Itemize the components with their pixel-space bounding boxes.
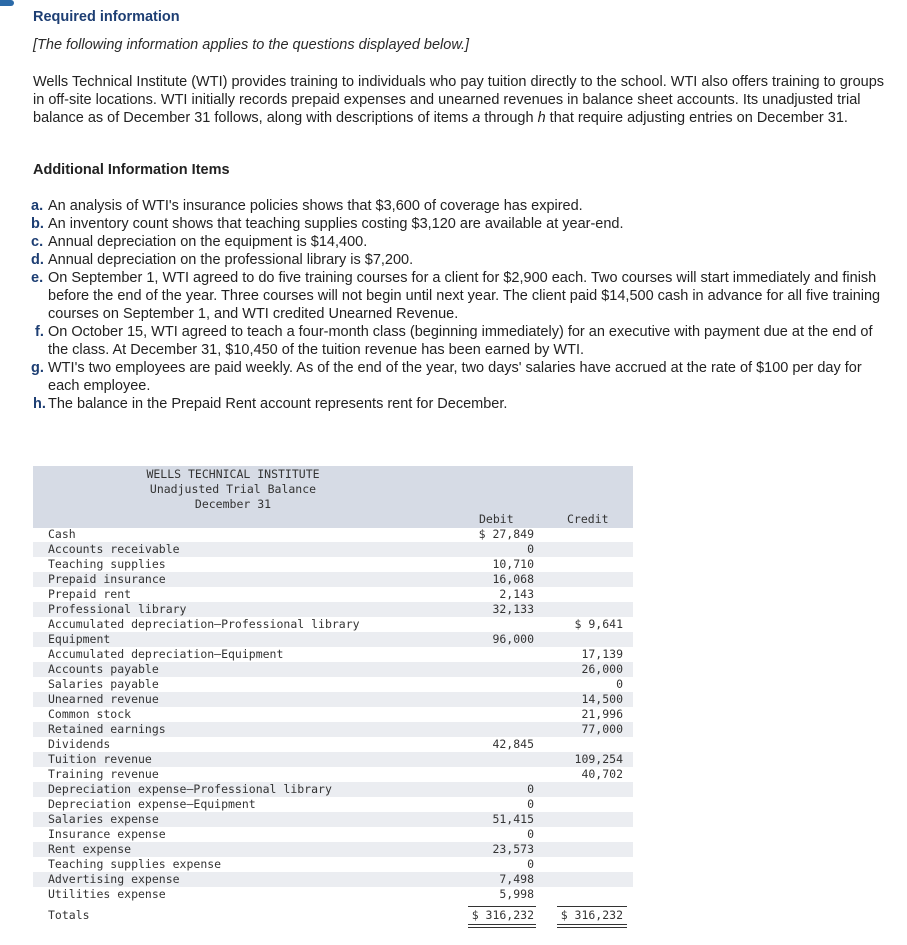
debit-amount: 10,710 bbox=[492, 557, 534, 571]
account-name: Training revenue bbox=[48, 767, 159, 781]
item-text: On September 1, WTI agreed to do five training courses for a client for $2,900 each. Two courses will start immediately and finish before the end of the year. Three courses will not begin until next year. The client paid $14,500 cash in advance for all five training courses on September 1, and WTI credited Unearned Revenue. bbox=[48, 270, 881, 322]
intro-note: [The following information applies to the questions displayed below.] bbox=[33, 37, 470, 53]
item-text: An analysis of WTI's insurance policies shows that $3,600 of coverage has expired. bbox=[48, 198, 583, 214]
item-text: On October 15, WTI agreed to teach a four-month class (beginning immediately) for an executive with payment due at the end of the class. At December 31, $10,450 of the tuition revenue has been earned by WTI. bbox=[48, 324, 873, 358]
debit-total: $ 316,232 bbox=[471, 908, 534, 922]
table-row bbox=[33, 677, 633, 692]
table-row bbox=[33, 842, 633, 857]
credit-amount: 26,000 bbox=[581, 662, 623, 676]
debit-double-rule bbox=[468, 924, 536, 928]
account-name: Equipment bbox=[48, 632, 111, 646]
info-item-d bbox=[17, 251, 892, 269]
info-item-g bbox=[17, 359, 892, 395]
credit-amount: 40,702 bbox=[581, 767, 623, 781]
table-row bbox=[33, 752, 633, 767]
table-row bbox=[33, 542, 633, 557]
account-name: Retained earnings bbox=[48, 722, 166, 736]
account-name: Teaching supplies expense bbox=[48, 857, 222, 871]
item-letter: g. bbox=[31, 360, 44, 376]
paragraph-text-2: through bbox=[480, 110, 538, 126]
table-row bbox=[33, 587, 633, 602]
account-name: Unearned revenue bbox=[48, 692, 159, 706]
account-name: Salaries payable bbox=[48, 677, 159, 691]
debit-column-header: Debit bbox=[479, 512, 514, 526]
account-name: Dividends bbox=[48, 737, 111, 751]
item-letter: c. bbox=[31, 234, 44, 250]
item-text: The balance in the Prepaid Rent account represents rent for December. bbox=[48, 396, 508, 412]
account-name: Depreciation expense—Equipment bbox=[48, 797, 256, 811]
additional-info-heading: Additional Information Items bbox=[33, 162, 230, 178]
credit-amount: 77,000 bbox=[581, 722, 623, 736]
paragraph-text-3: that require adjusting entries on December 31. bbox=[545, 110, 848, 126]
account-name: Tuition revenue bbox=[48, 752, 152, 766]
debit-amount: 0 bbox=[527, 857, 534, 871]
table-row bbox=[33, 662, 633, 677]
account-name: Depreciation expense—Professional library bbox=[48, 782, 332, 796]
item-letter: f. bbox=[35, 324, 44, 340]
table-row bbox=[33, 632, 633, 647]
table-row bbox=[33, 812, 633, 827]
debit-amount: 2,143 bbox=[499, 587, 534, 601]
item-text: An inventory count shows that teaching supplies costing $3,120 are available at year-end. bbox=[48, 216, 624, 232]
table-row bbox=[33, 707, 633, 722]
table-row bbox=[33, 602, 633, 617]
debit-amount: 42,845 bbox=[492, 737, 534, 751]
item-letter: a. bbox=[31, 198, 44, 214]
account-name: Teaching supplies bbox=[48, 557, 166, 571]
account-name: Rent expense bbox=[48, 842, 132, 856]
credit-amount: 0 bbox=[616, 677, 623, 691]
table-row bbox=[33, 857, 633, 872]
debit-amount: 23,573 bbox=[492, 842, 534, 856]
additional-info-list bbox=[17, 197, 892, 413]
info-item-a bbox=[17, 197, 892, 215]
debit-amount: 7,498 bbox=[499, 872, 534, 886]
debit-amount: $ 27,849 bbox=[478, 527, 534, 541]
debit-amount: 32,133 bbox=[492, 602, 534, 616]
edge-decoration bbox=[0, 0, 14, 6]
item-text: Annual depreciation on the equipment is $14,400. bbox=[48, 234, 368, 250]
account-name: Advertising expense bbox=[48, 872, 180, 886]
credit-column-header: Credit bbox=[567, 512, 609, 526]
table-row bbox=[33, 767, 633, 782]
table-row bbox=[33, 647, 633, 662]
debit-amount: 0 bbox=[527, 827, 534, 841]
credit-amount: 14,500 bbox=[581, 692, 623, 706]
item-text: Annual depreciation on the professional library is $7,200. bbox=[48, 252, 414, 268]
credit-amount: $ 9,641 bbox=[574, 617, 623, 631]
table-row bbox=[33, 827, 633, 842]
debit-amount: 16,068 bbox=[492, 572, 534, 586]
account-name: Accounts receivable bbox=[48, 542, 180, 556]
debit-amount: 0 bbox=[527, 782, 534, 796]
table-row bbox=[33, 557, 633, 572]
table-row bbox=[33, 797, 633, 812]
account-name: Insurance expense bbox=[48, 827, 166, 841]
table-row bbox=[33, 692, 633, 707]
paragraph-text-1: Wells Technical Institute (WTI) provides training to individuals who pay tuition directly to the school. WTI also offers training to groups in off-site locations. WTI initially records prepaid expenses and unearned revenues in balance sheet accounts. Its unadjusted trial balance as of December 31 follows, along with descriptions of items bbox=[33, 74, 885, 126]
credit-amount: 21,996 bbox=[581, 707, 623, 721]
account-name: Cash bbox=[48, 527, 76, 541]
trial-balance-table bbox=[33, 466, 633, 927]
info-item-b bbox=[17, 215, 892, 233]
trial-balance-rows bbox=[33, 527, 633, 902]
item-letter: h. bbox=[33, 396, 46, 412]
totals-label: Totals bbox=[48, 908, 90, 922]
table-row bbox=[33, 617, 633, 632]
account-name: Common stock bbox=[48, 707, 132, 721]
account-name: Prepaid insurance bbox=[48, 572, 166, 586]
account-name: Accumulated depreciation—Equipment bbox=[48, 647, 284, 661]
debit-amount: 51,415 bbox=[492, 812, 534, 826]
account-name: Accounts payable bbox=[48, 662, 159, 676]
account-name: Utilities expense bbox=[48, 887, 166, 901]
debit-amount: 96,000 bbox=[492, 632, 534, 646]
paragraph-letter-h: h bbox=[537, 110, 546, 126]
table-row bbox=[33, 722, 633, 737]
table-row bbox=[33, 872, 633, 887]
debit-amount: 0 bbox=[527, 542, 534, 556]
item-letter: e. bbox=[31, 270, 44, 286]
account-name: Professional library bbox=[48, 602, 187, 616]
company-name: WELLS TECHNICAL INSTITUTE bbox=[146, 467, 320, 481]
required-information-heading: Required information bbox=[33, 9, 180, 25]
credit-amount: 17,139 bbox=[581, 647, 623, 661]
account-name: Accumulated depreciation—Professional library bbox=[48, 617, 360, 631]
account-name: Salaries expense bbox=[48, 812, 159, 826]
table-row bbox=[33, 887, 633, 902]
paragraph-letter-a: a bbox=[472, 110, 481, 126]
info-item-f bbox=[17, 323, 892, 359]
debit-amount: 0 bbox=[527, 797, 534, 811]
table-row bbox=[33, 782, 633, 797]
item-letter: d. bbox=[31, 252, 44, 268]
table-row bbox=[33, 737, 633, 752]
intro-paragraph bbox=[33, 73, 893, 127]
item-text: WTI's two employees are paid weekly. As of the end of the year, two days' salaries have accrued at the rate of $100 per day for each employee. bbox=[48, 360, 862, 394]
item-letter: b. bbox=[31, 216, 44, 232]
info-item-h bbox=[17, 395, 892, 413]
statement-date: December 31 bbox=[194, 497, 272, 511]
account-name: Prepaid rent bbox=[48, 587, 132, 601]
credit-total: $ 316,232 bbox=[560, 908, 623, 922]
statement-title: Unadjusted Trial Balance bbox=[149, 482, 317, 496]
credit-double-rule bbox=[557, 924, 627, 928]
info-item-e bbox=[17, 269, 892, 323]
credit-amount: 109,254 bbox=[574, 752, 623, 766]
table-row bbox=[33, 572, 633, 587]
totals-row bbox=[33, 906, 633, 923]
info-item-c bbox=[17, 233, 892, 251]
table-row bbox=[33, 527, 633, 542]
debit-amount: 5,998 bbox=[499, 887, 534, 901]
